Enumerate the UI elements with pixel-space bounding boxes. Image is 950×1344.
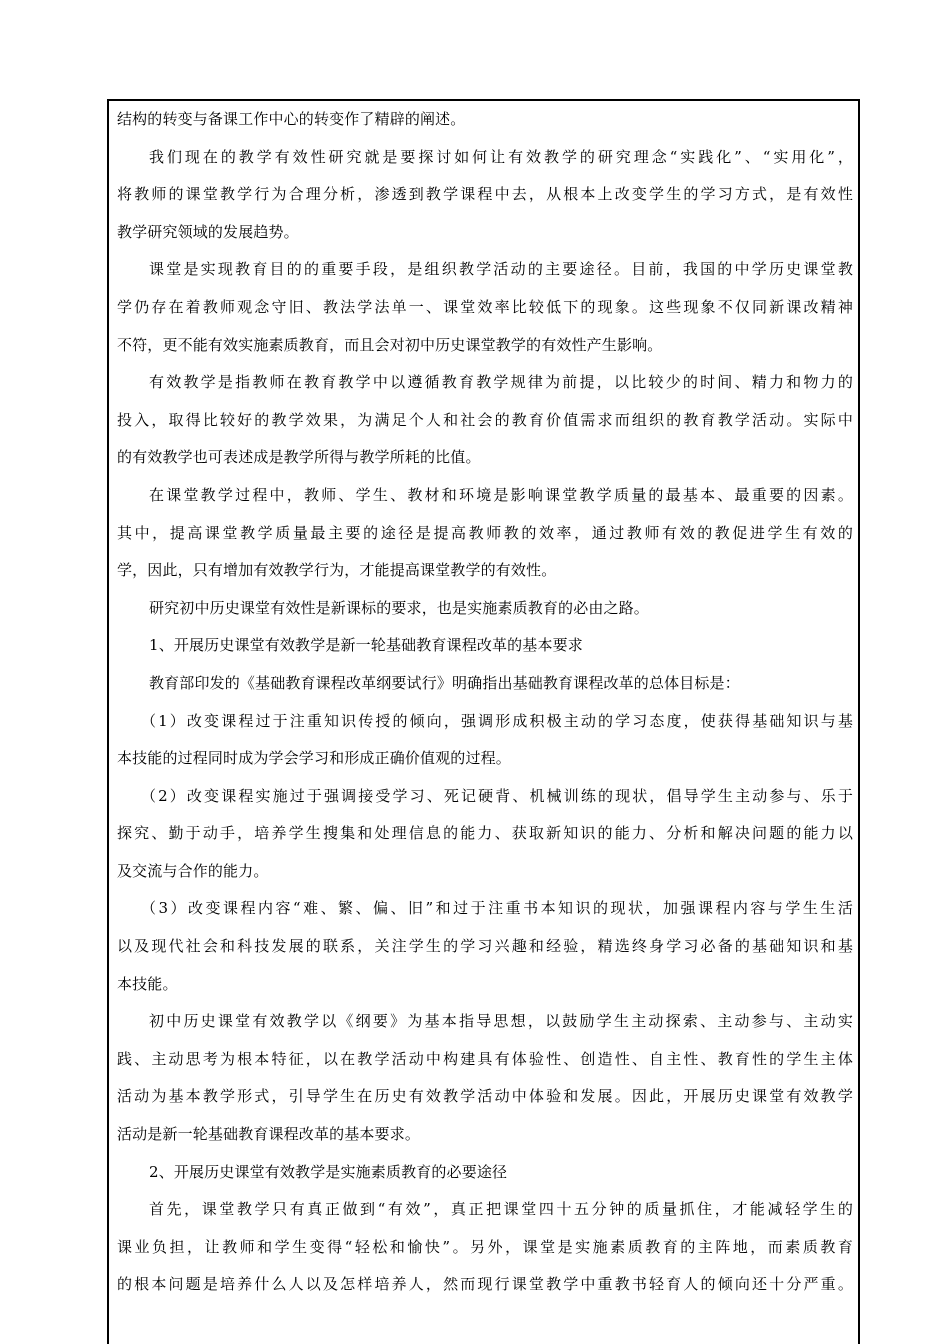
text-line: 活动为基本教学形式，引导学生在历史有效教学活动中体验和发展。因此，开展历史课堂有效教学 bbox=[117, 1087, 853, 1106]
text-line: 探究、勤于动手，培养学生搜集和处理信息的能力、获取新知识的能力、分析和解决问题的能力以 bbox=[117, 824, 853, 843]
text-line: 将教师的课堂教学行为合理分析，渗透到教学课程中去，从根本上改变学生的学习方式，是有效性 bbox=[117, 185, 853, 204]
text-line: 研究初中历史课堂有效性是新课标的要求，也是实施素质教育的必由之路。 bbox=[149, 598, 649, 617]
section-heading-2: 2、开展历史课堂有效教学是实施素质教育的必要途径 bbox=[149, 1162, 508, 1181]
text-line: 在课堂教学过程中，教师、学生、教材和环境是影响课堂教学质量的最基本、最重要的因素。 bbox=[149, 485, 853, 504]
text-line: 首先，课堂教学只有真正做到“有效”，真正把课堂四十五分钟的质量抓住，才能减轻学生的 bbox=[149, 1200, 853, 1219]
text-line: 教学研究领域的发展趋势。 bbox=[117, 222, 299, 241]
list-item-1: （1）改变课程过于注重知识传授的倾向，强调形成积极主动的学习态度，使获得基础知识与基 bbox=[141, 711, 853, 730]
text-line: 本技能的过程同时成为学会学习和形成正确价值观的过程。 bbox=[117, 749, 511, 768]
text-line: 教育部印发的《基础教育课程改革纲要试行》明确指出基础教育课程改革的总体目标是： bbox=[149, 673, 740, 692]
text-line: 践、主动思考为根本特征，以在教学活动中构建具有体验性、创造性、自主性、教育性的学生主体 bbox=[117, 1049, 853, 1068]
text-line: 学，因此，只有增加有效教学行为，才能提高课堂教学的有效性。 bbox=[117, 561, 557, 580]
text-line: 课业负担，让教师和学生变得“轻松和愉快”。另外，课堂是实施素质教育的主阵地，而素质教育 bbox=[117, 1237, 853, 1256]
section-heading-1: 1、开展历史课堂有效教学是新一轮基础教育课程改革的基本要求 bbox=[149, 636, 583, 655]
text-line: 本技能。 bbox=[117, 974, 178, 993]
text-line: 结构的转变与备课工作中心的转变作了精辟的阐述。 bbox=[117, 110, 466, 128]
list-item-3: （3）改变课程内容“难、繁、偏、旧”和过于注重书本知识的现状，加强课程内容与学生生活 bbox=[141, 899, 853, 918]
document-table-frame bbox=[107, 99, 860, 1344]
document-body bbox=[117, 101, 853, 1304]
text-line: 学仍存在着教师观念守旧、教法学法单一、课堂效率比较低下的现象。这些现象不仅同新课改精神 bbox=[117, 297, 853, 316]
text-line: 活动是新一轮基础教育课程改革的基本要求。 bbox=[117, 1125, 421, 1144]
text-line: 以及现代社会和科技发展的联系，关注学生的学习兴趣和经验，精选终身学习必备的基础知识和基 bbox=[117, 937, 853, 956]
text-line: 初中历史课堂有效教学以《纲要》为基本指导思想，以鼓励学生主动探索、主动参与、主动实 bbox=[149, 1012, 853, 1031]
text-line: 不符，更不能有效实施素质教育，而且会对初中历史课堂教学的有效性产生影响。 bbox=[117, 335, 663, 354]
text-line: 的根本问题是培养什么人以及怎样培养人，然而现行课堂教学中重教书轻育人的倾向还十分严重。 bbox=[117, 1275, 853, 1294]
text-line: 有效教学是指教师在教育教学中以遵循教育教学规律为前提，以比较少的时间、精力和物力的 bbox=[149, 373, 853, 392]
text-line: 其中，提高课堂教学质量最主要的途径是提高教师教的效率，通过教师有效的教促进学生有效的 bbox=[117, 523, 853, 542]
text-line: 我们现在的教学有效性研究就是要探讨如何让有效教学的研究理念“实践化”、“实用化”， bbox=[149, 147, 853, 166]
text-line: 投入，取得比较好的教学效果，为满足个人和社会的教育价值需求而组织的教育教学活动。实际中 bbox=[117, 410, 853, 429]
text-line: 的有效教学也可表述成是教学所得与教学所耗的比值。 bbox=[117, 448, 481, 467]
list-item-2: （2）改变课程实施过于强调接受学习、死记硬背、机械训练的现状，倡导学生主动参与、乐于 bbox=[141, 786, 853, 805]
text-line: 课堂是实现教育目的的重要手段，是组织教学活动的主要途径。目前，我国的中学历史课堂教 bbox=[149, 260, 853, 279]
text-line: 及交流与合作的能力。 bbox=[117, 861, 269, 880]
